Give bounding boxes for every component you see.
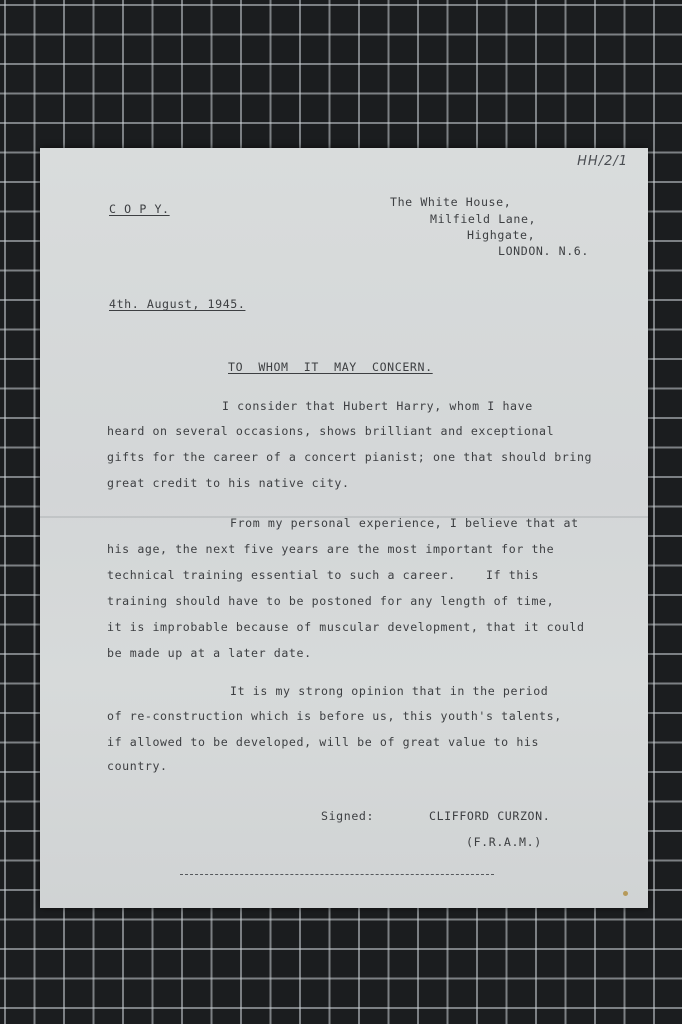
address-line: Highgate, <box>467 228 536 242</box>
body-line: it is improbable because of muscular development, that it could <box>107 620 585 634</box>
signed-label: Signed: <box>321 809 375 823</box>
body-line: training should have to be postoned for any length of time, <box>107 594 555 608</box>
body-line: heard on several occasions, shows brilliant and exceptional <box>107 424 555 438</box>
body-line: be made up at a later date. <box>107 646 312 660</box>
letter-date: 4th. August, 1945. <box>109 297 246 311</box>
address-line: Milfield Lane, <box>430 212 537 226</box>
salutation: TO WHOM IT MAY CONCERN. <box>228 360 433 374</box>
signatory-credentials: (F.R.A.M.) <box>466 835 542 849</box>
body-line: country. <box>107 759 168 773</box>
body-line: of re-construction which is before us, this youth's talents, <box>107 709 562 723</box>
body-line: his age, the next five years are the most important for the <box>107 542 555 556</box>
body-line: if allowed to be developed, will be of great value to his <box>107 735 540 749</box>
letter-page <box>40 148 648 908</box>
body-line: I consider that Hubert Harry, whom I have <box>222 399 533 413</box>
paper-stain <box>623 891 628 896</box>
address-line: The White House, <box>390 195 512 209</box>
signature-dashed-line <box>180 874 494 875</box>
copy-label: C O P Y. <box>109 202 170 216</box>
body-line: It is my strong opinion that in the period <box>230 684 549 698</box>
body-line: gifts for the career of a concert pianist; one that should bring <box>107 450 593 464</box>
address-line: LONDON. N.6. <box>498 244 589 258</box>
archive-reference: HH/2/1 <box>577 154 628 169</box>
signatory-name: CLIFFORD CURZON. <box>429 809 551 823</box>
body-line: From my personal experience, I believe that at <box>230 516 579 530</box>
body-line: technical training essential to such a career. If this <box>107 568 540 582</box>
body-line: great credit to his native city. <box>107 476 350 490</box>
